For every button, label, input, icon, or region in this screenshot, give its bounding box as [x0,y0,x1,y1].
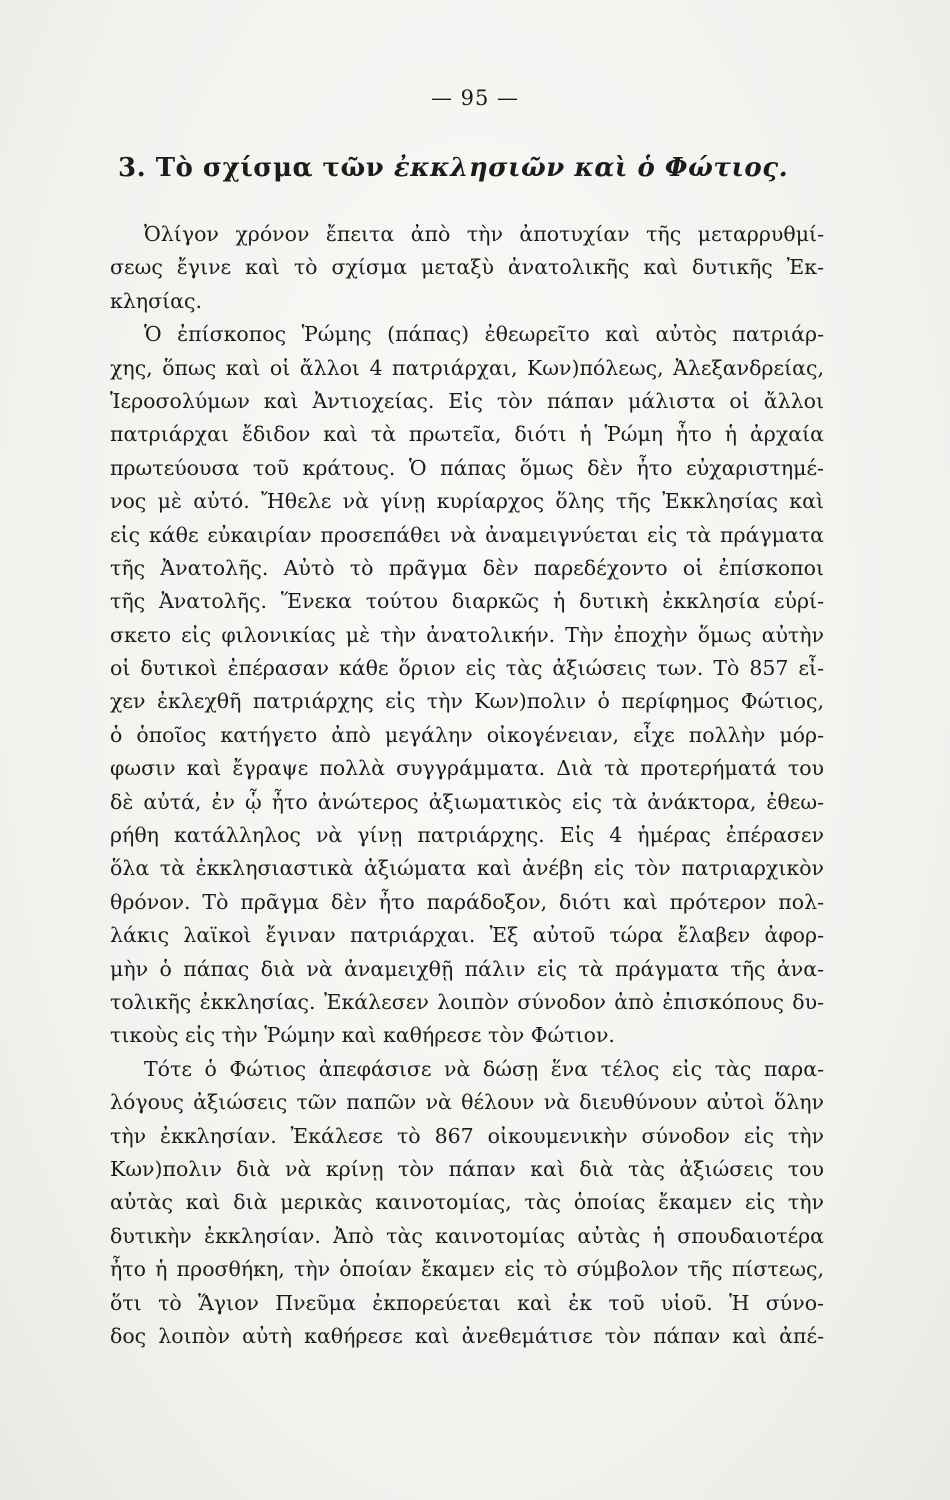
text-line: αὐτὰς καὶ διὰ μερικὰς καινοτομίας, τὰς ὁποίας ἔκαμεν εἰς τὴν [110,1190,824,1215]
body-text [110,218,824,1353]
text-line: τῆς Ἀνατολῆς. Ἕνεκα τούτου διαρκῶς ἡ δυτικὴ ἐκκλησία εὑρί- [110,589,824,614]
text-line: νος μὲ αὐτό. Ἤθελε νὰ γίνῃ κυρίαρχος ὅλης τῆς Ἐκκλησίας καὶ [110,489,824,514]
section-heading [118,153,788,183]
text-line: κλησίας. [110,288,202,313]
text-line: πρωτεύουσα τοῦ κράτους. Ὁ πάπας ὅμως δὲν ἦτο εὐχαριστημέ- [110,455,824,480]
text-line: ρήθη κατάλληλος νὰ γίνῃ πατριάρχης. Εἰς 4 ἡμέρας ἐπέρασεν [110,823,824,848]
text-line: Ἱεροσολύμων καὶ Ἀντιοχείας. Εἰς τὸν πάπαν μάλιστα οἱ ἄλλοι [110,388,824,413]
text-line: δυτικὴν ἐκκλησίαν. Ἀπὸ τὰς καινοτομίας αὐτὰς ἡ σπουδαιοτέρα [110,1223,824,1248]
text-line: Ὀλίγον χρόνον ἔπειτα ἀπὸ τὴν ἀποτυχίαν τῆς μεταρρυθμί- [144,222,824,246]
text-line: Τότε ὁ Φώτιος ἀπεφάσισε νὰ δώσῃ ἕνα τέλος εἰς τὰς παρα- [144,1056,824,1081]
text-line: δος λοιπὸν αὐτὴ καθήρεσε καὶ ἀνεθεμάτισε τὸν πάπαν καὶ ἀπέ- [110,1323,824,1348]
text-line: τολικῆς ἐκκλησίας. Ἐκάλεσεν λοιπὸν σύνοδον ἀπὸ ἐπισκόπους δυ- [110,989,824,1014]
text-line: χης, ὅπως καὶ οἱ ἄλλοι 4 πατριάρχαι, Κων)πόλεως, Ἀλεξανδρείας, [110,355,824,380]
text-line: χεν ἐκλεχθῆ πατριάρχης εἰς τὴν Κων)πολιν ὁ περίφημος Φώτιος, [110,689,824,714]
text-line: πατριάρχαι ἔδιδον καὶ τὰ πρωτεῖα, διότι ἡ Ῥώμη ἦτο ἡ ἀρχαία [110,422,824,447]
text-line: ἦτο ἡ προσθήκη, τὴν ὁποίαν ἔκαμεν εἰς τὸ σύμβολον τῆς πίστεως, [110,1257,824,1282]
text-line: λόγους ἀξιώσεις τῶν παπῶν νὰ θέλουν νὰ διευθύνουν αὐτοὶ ὅλην [110,1090,824,1115]
text-line: σκετο εἰς φιλονικίας μὲ τὴν ἀνατολικήν. Τὴν ἐποχὴν ὅμως αὐτὴν [110,622,824,647]
text-line: εἰς κάθε εὐκαιρίαν προσεπάθει νὰ ἀναμειγνύεται εἰς τὰ πράγματα [110,522,824,547]
text-line: λάκις λαϊκοὶ ἔγιναν πατριάρχαι. Ἐξ αὐτοῦ τώρα ἔλαβεν ἀφορ- [110,923,824,948]
text-line: φωσιν καὶ ἔγραψε πολλὰ συγγράμματα. Διὰ τὰ προτερήματά του [110,756,824,781]
section-heading-prefix: 3. Τὸ σχίσμα τῶν [118,153,394,183]
text-line: μὴν ὁ πάπας διὰ νὰ ἀναμειχθῇ πάλιν εἰς τὰ πράγματα τῆς ἀνα- [110,956,824,981]
text-line: δὲ αὐτά, ἐν ᾧ ἦτο ἀνώτερος ἀξιωματικὸς εἰς τὰ ἀνάκτορα, ἐθεω- [110,789,824,814]
text-line: οἱ δυτικοὶ ἐπέρασαν κάθε ὅριον εἰς τὰς ἀξιώσεις των. Τὸ 857 εἶ- [110,656,824,681]
text-line: ὅλα τὰ ἐκκλησιαστικὰ ἀξιώματα καὶ ἀνέβη εἰς τὸν πατριαρχικὸν [110,856,824,881]
page-number: — 95 — [430,86,520,110]
text-line: τὴν ἐκκλησίαν. Ἐκάλεσε τὸ 867 οἰκουμενικὴν σύνοδον εἰς τὴν [110,1123,824,1148]
text-line: ὅτι τὸ Ἅγιον Πνεῦμα ἐκπορεύεται καὶ ἐκ τοῦ υἱοῦ. Ἡ σύνο- [110,1290,824,1315]
text-line: Ὁ ἐπίσκοπος Ῥώμης (πάπας) ἐθεωρεῖτο καὶ αὐτὸς πατριάρ- [144,322,824,347]
text-line: σεως ἔγινε καὶ τὸ σχίσμα μεταξὺ ἀνατολικῆς καὶ δυτικῆς Ἐκ- [110,255,824,280]
text-line: Κων)πολιν διὰ νὰ κρίνῃ τὸν πάπαν καὶ διὰ τὰς ἀξιώσεις του [110,1156,824,1181]
text-line: τικοὺς εἰς τὴν Ῥώμην καὶ καθήρεσε τὸν Φώτιον. [110,1023,615,1048]
text-line: θρόνον. Τὸ πρᾶγμα δὲν ἦτο παράδοξον, διότι καὶ πρότερον πολ- [110,889,824,914]
text-line: τῆς Ἀνατολῆς. Αὐτὸ τὸ πρᾶγμα δὲν παρεδέχοντο οἱ ἐπίσκοποι [110,555,824,580]
text-line: ὁ ὁποῖος κατήγετο ἀπὸ μεγάλην οἰκογένειαν, εἶχε πολλὴν μόρ- [110,722,824,747]
section-heading-rest: ἐκκλησιῶν καὶ ὁ Φώτιος. [393,153,789,183]
